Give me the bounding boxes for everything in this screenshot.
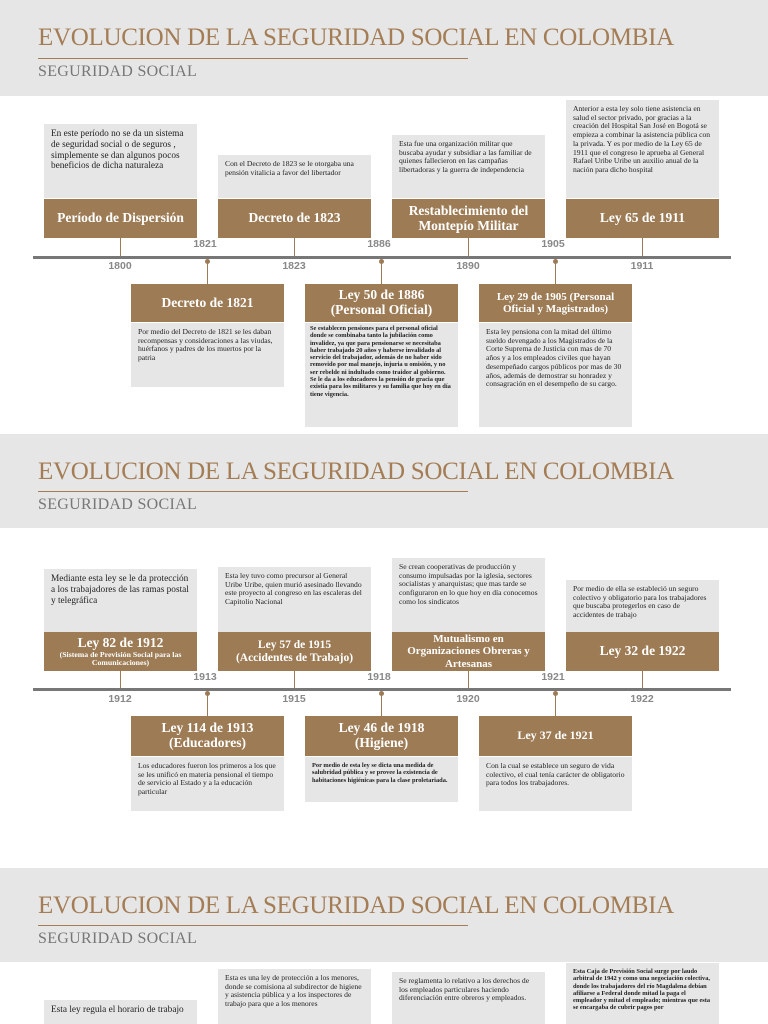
note-ley-50-1886: Se establecen pensiones para el personal oficial donde se combinaba tanto la jubilación como invalidez, ya que para pensionarse se necesitaba haber trabajado 20 años y haberse invalidado al servicio del trabajador, además de no haber sido removido por mal manejo, injuria u omisión, y no ser rebelde ni indultado como traidor al gobierno. Se le da a los educadores la pensión de gracia que existía para los militares y su familia que hoy en día tiene vigencia. [305, 323, 458, 427]
header-band-3 [0, 868, 768, 962]
year-tick: 1823 [282, 260, 306, 272]
page-title: EVOLUCION DE LA SEGURIDAD SOCIAL EN COLOMBIA [38, 458, 674, 485]
header-band-1 [0, 0, 768, 96]
year-tick: 1890 [456, 260, 480, 272]
year-tick: 1922 [630, 693, 654, 705]
note-proteccion-menores: Esta es una ley de protección a los menores, donde se comisiona al subdirector de higiene y asistencia pública y a los inspectores de trabajo para que a los menores [218, 969, 371, 1024]
note-decreto-1823: Con el Decreto de 1823 se le otorgaba una pensión vitalicia a favor del libertador [218, 155, 371, 198]
title-underline [38, 58, 468, 59]
year-tick: 1918 [367, 671, 391, 683]
page-subtitle: SEGURIDAD SOCIAL [38, 496, 198, 513]
title-underline [38, 925, 468, 926]
year-tick: 1905 [541, 238, 565, 250]
page-title: EVOLUCION DE LA SEGURIDAD SOCIAL EN COLOMBIA [38, 892, 674, 919]
year-tick: 1800 [108, 260, 132, 272]
label-decreto-1823: Decreto de 1823 [218, 199, 371, 238]
page-subtitle: SEGURIDAD SOCIAL [38, 63, 198, 80]
label-decreto-1821: Decreto de 1821 [131, 284, 284, 322]
year-tick: 1886 [367, 238, 391, 250]
note-decreto-1821: Por medio del Decreto de 1821 se les daban recompensas y consideraciones a las viudas, huérfanos y padres de los muertos por la patria [131, 323, 284, 387]
year-tick: 1912 [108, 693, 132, 705]
note-ley-114-1913: Los educadores fueron los primeros a los que se les unificó en materia pensional el tiempo de servicio al Estado y a la educación particular [131, 757, 284, 811]
label-ley-46-1918: Ley 46 de 1918 (Higiene) [305, 716, 458, 756]
page-subtitle: SEGURIDAD SOCIAL [38, 930, 198, 947]
label-ley-29-1905: Ley 29 de 1905 (Personal Oficial y Magistrados) [479, 284, 632, 322]
label-periodo-dispersion: Período de Dispersión [44, 199, 197, 238]
year-tick: 1911 [630, 260, 654, 272]
label-ley-82-1912: Ley 82 de 1912 (Sistema de Previsión Social para las Comunicaciones) [44, 632, 197, 671]
label-ley-65-1911: Ley 65 de 1911 [566, 199, 719, 238]
note-ley-57-1915: Esta ley tuvo como precursor al General Uribe Uribe, quien murió asesinado llevando este proyecto al congreso en las escaleras del Capitolio Nacional [218, 567, 371, 632]
header-band-2 [0, 434, 768, 528]
page-title: EVOLUCION DE LA SEGURIDAD SOCIAL EN COLOMBIA [38, 24, 674, 51]
note-horario-trabajo: Esta ley regula el horario de trabajo [44, 1000, 197, 1024]
label-montepio-militar: Restablecimiento del Montepío Militar [392, 199, 545, 238]
note-ley-46-1918: Por medio de esta ley se dicta una medida de salubridad pública y se provee la existencia de habitaciones higiénicas para la clase proletariada. [305, 757, 458, 802]
note-caja-prevision: Esta Caja de Previsión Social surge por laudo arbitral de 1942 y como una negociación colectiva, donde los trabajadores del río Magdalena debían afiliarse a Federal donde mitad la paga el empleador y mitad el empleado; mientras que esta se encargaba de cubrir pagos por [566, 963, 719, 1024]
label-mutualismo: Mutualismo en Organizaciones Obreras y Artesanas [392, 632, 545, 671]
label-ley-57-1915: Ley 57 de 1915 (Accidentes de Trabajo) [218, 632, 371, 671]
note-ley-65-1911: Anterior a esta ley solo tiene asistencia en salud el sector privado, por gracias a la creación del Hospital San José en Bogotá se empieza a combinar la asistencia pública con la privada. Y es por medio de la Ley 65 de 1911 que el congreso le aprueba al General Rafael Uribe Uribe un auxilio anual de la nación para dicho hospital [566, 100, 719, 198]
title-underline [38, 491, 468, 492]
year-tick: 1921 [541, 671, 565, 683]
year-tick: 1913 [193, 671, 217, 683]
year-tick: 1821 [193, 238, 217, 250]
label-ley-32-1922: Ley 32 de 1922 [566, 632, 719, 671]
note-ley-29-1905: Esta ley pensiona con la mitad del último sueldo devengado a los Magistrados de la Corte Suprema de Justicia con mas de 70 años y a los empleados civiles que hayan desempeñado cargos públicos por mas de 30 años, además de demostrar su honradez y consagración en el desempeño de su cargo. [479, 323, 632, 427]
note-empleados-particulares: Se reglamenta lo relativo a los derechos de los empleados particulares haciendo diferenciación entre obreros y empleados. [392, 972, 545, 1024]
label-ley-114-1913: Ley 114 de 1913 (Educadores) [131, 716, 284, 756]
year-tick: 1920 [456, 693, 480, 705]
note-ley-32-1922: Por medio de ella se estableció un seguro colectivo y obligatorio para los trabajadores que buscaba protegerlos en caso de accidentes de trabajo [566, 580, 719, 632]
note-montepio-militar: Esta fue una organización militar que buscaba ayudar y subsidiar a las familiar de quienes fallecieron en las campañas libertadoras y la guerra de independencia [392, 135, 545, 198]
label-ley-50-1886: Ley 50 de 1886 (Personal Oficial) [305, 284, 458, 322]
note-periodo-dispersion: En este período no se da un sistema de seguridad social o de seguros , simplemente se dan algunos pocos beneficios de dicha naturaleza [44, 124, 197, 198]
year-tick: 1915 [282, 693, 306, 705]
note-mutualismo: Se crean cooperativas de producción y consumo impulsadas por la iglesia, sectores socialistas y anarquistas; que mas tarde se configuraron en lo que hoy en día conocemos como los sindicatos [392, 558, 545, 632]
note-ley-82-1912: Mediante esta ley se le da protección a los trabajadores de las ramas postal y telegráfica [44, 569, 197, 632]
label-ley-37-1921: Ley 37 de 1921 [479, 716, 632, 756]
note-ley-37-1921: Con la cual se establece un seguro de vida colectivo, el cual tenía carácter de obligatorio para todos los trabajadores. [479, 757, 632, 811]
